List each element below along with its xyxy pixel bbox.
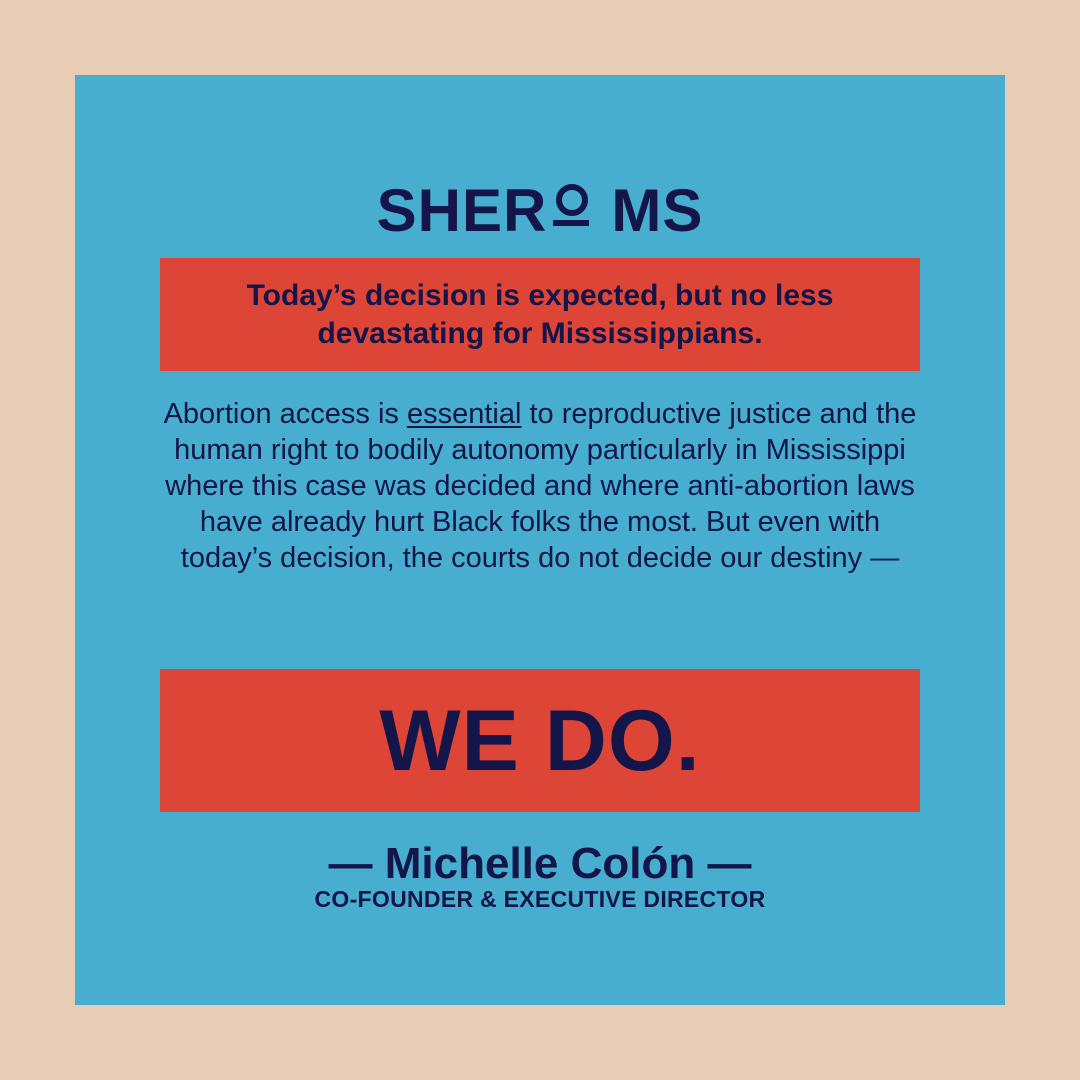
quote-body-end: to reproductive justice and the human right to bodily autonomy particularly in Mississippi where this case was decided and where anti-abortion laws have already hurt Black folks the most. But even with today’s decision, the courts do not decide our destiny — — [165, 398, 917, 574]
logo-text-shero: SHER — [376, 177, 548, 244]
headline-banner — [160, 258, 920, 371]
logo-text-ms: MS — [611, 177, 704, 244]
callout-text: WE DO. — [379, 692, 701, 789]
quote-body-emphasis: essential — [406, 398, 522, 430]
quote-body — [160, 396, 920, 576]
headline-text: Today’s decision is expected, but no less devastating for Mississippians. — [246, 278, 834, 350]
quote-body-start: Abortion access is — [163, 398, 407, 430]
callout-banner — [160, 669, 920, 812]
attribution-name: — Michelle Colón — — [328, 839, 752, 888]
attribution-title: CO-FOUNDER & EXECUTIVE DIRECTOR — [314, 886, 766, 912]
logo-o-mark-icon — [551, 180, 591, 230]
shero-ms-logo — [0, 177, 1080, 244]
